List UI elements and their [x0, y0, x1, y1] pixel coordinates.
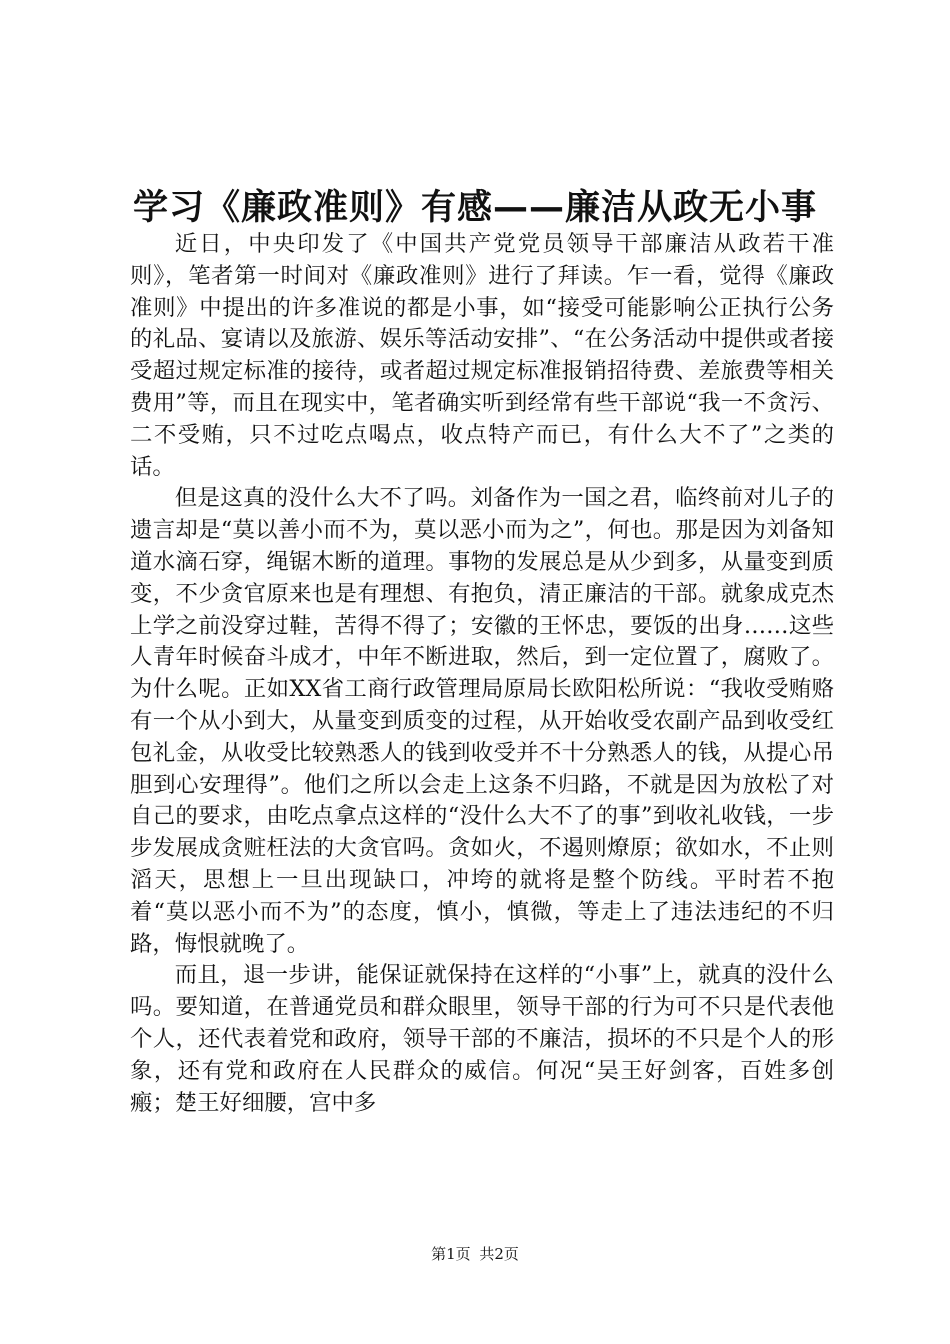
document-body: [130, 229, 834, 1119]
paragraph: 但是这真的没什么大不了吗。刘备作为一国之君，临终前对儿子的遗言却是“莫以善小而不为，莫以恶小而为之”，何也。那是因为刘备知道水滴石穿，绳锯木断的道理。事物的发展总是从少到多，从量变到质变，不少贪官原来也是有理想、有抱负，清正廉洁的干部。就象成克杰上学之前没穿过鞋，苦得不得了；安徽的王怀忠，要饭的出身……这些人青年时候奋斗成才，中年不断进取，然后，到一定位置了，腐败了。为什么呢。正如XX省工商行政管理局原局长欧阳松所说：“我收受贿赂有一个从小到大，从量变到质变的过程，从开始收受农副产品到收受红包礼金，从收受比较熟悉人的钱到收受并不十分熟悉人的钱，从提心吊胆到心安理得”。他们之所以会走上这条不归路，不就是因为放松了对自己的要求，由吃点拿点这样的“没什么大不了的事”到收礼收钱，一步步发展成贪赃枉法的大贪官吗。贪如火，不遏则燎原；欲如水，不止则滔天，思想上一旦出现缺口，冲垮的就将是整个防线。平时若不抱着“莫以恶小而不为”的态度，慎小，慎微，等走上了违法违纪的不归路，悔恨就晚了。: [130, 485, 834, 957]
paragraph: 而且，退一步讲，能保证就保持在这样的“小事”上，就真的没什么吗。要知道，在普通党员和群众眼里，领导干部的行为可不只是代表他个人，还代表着党和政府，领导干部的不廉洁，损坏的不只是个人的形象，还有党和政府在人民群众的威信。何况“吴王好剑客，百姓多创瘢；楚王好细腰，宫中多: [130, 962, 834, 1116]
page-footer: [0, 1244, 950, 1264]
paragraph: 近日，中央印发了《中国共产党党员领导干部廉洁从政若干准则》，笔者第一时间对《廉政准则》进行了拜读。乍一看，觉得《廉政准则》中提出的许多准说的都是小事，如“接受可能影响公正执行公务的礼品、宴请以及旅游、娱乐等活动安排”、“在公务活动中提供或者接受超过规定标准的接待，或者超过规定标准报销招待费、差旅费等相关费用”等，而且在现实中，笔者确实听到经常有些干部说“我一不贪污、二不受贿，只不过吃点喝点，收点特产而已，有什么大不了”之类的话。: [130, 231, 834, 480]
page-number-current: 第1页: [431, 1245, 471, 1263]
page-number-total: 共2页: [479, 1245, 519, 1263]
document-title: 学习《廉政准则》有感——廉洁从政无小事: [132, 188, 817, 228]
